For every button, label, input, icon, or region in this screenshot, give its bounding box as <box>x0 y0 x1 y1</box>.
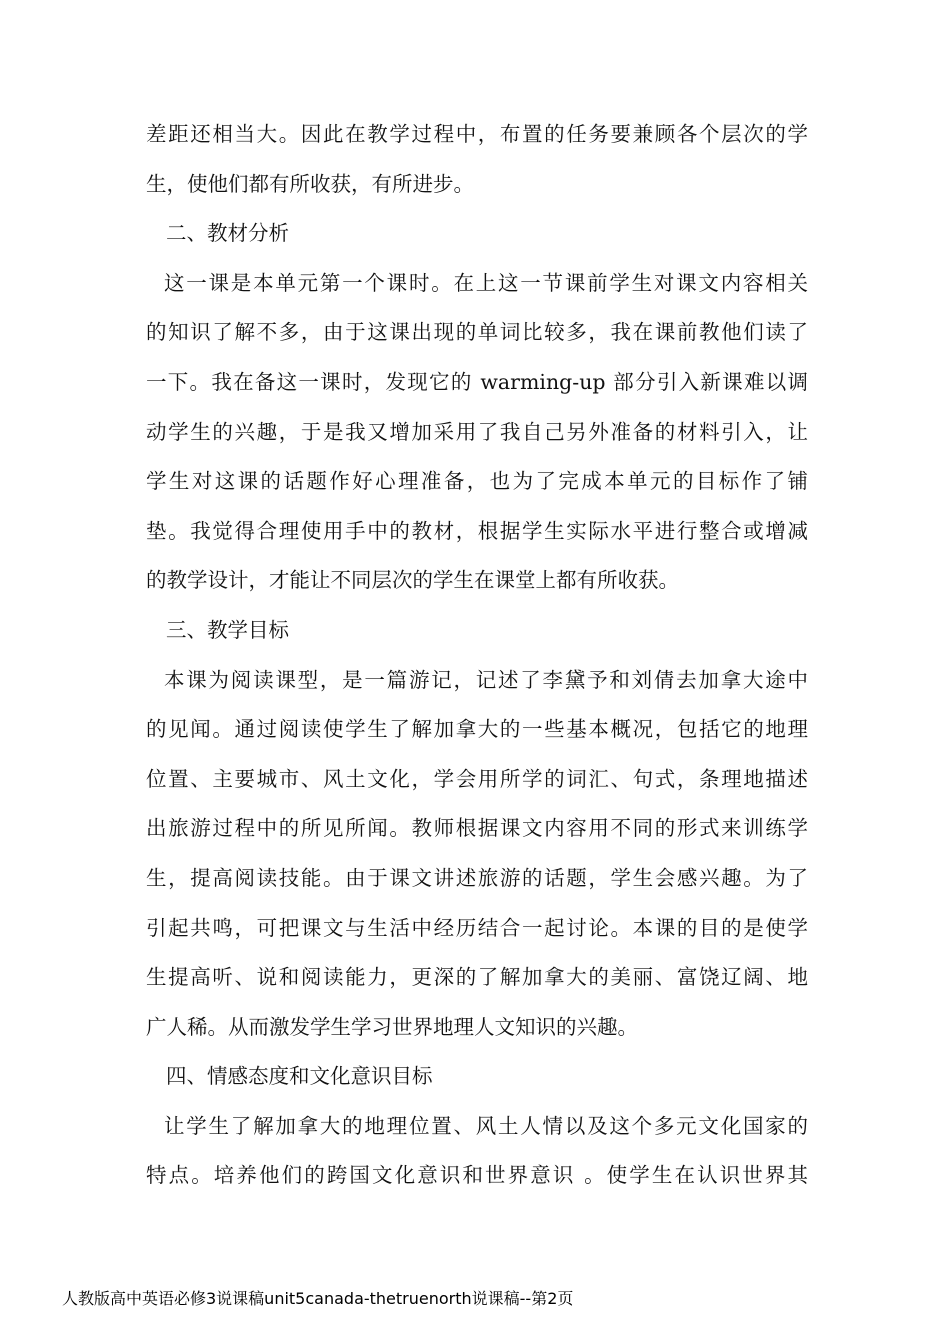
text-line: 的见闻。通过阅读使学生了解加拿大的一些基本概况，包括它的地理 <box>146 717 808 742</box>
text-line: 学生对这课的话题作好心理准备，也为了完成本单元的目标作了铺 <box>146 469 808 494</box>
text-line: 差距还相当大。因此在教学过程中，布置的任务要兼顾各个层次的学 <box>146 122 808 146</box>
text-line: 本课为阅读课型，是一篇游记，记述了李黛予和刘倩去加拿大途中 <box>164 667 808 692</box>
text-line: 特点。培养他们的跨国文化意识和世界意识 。使学生在认识世界其 <box>146 1163 808 1188</box>
text-line: 出旅游过程中的所见所闻。教师根据课文内容用不同的形式来训练学 <box>146 816 808 841</box>
text-line: 动学生的兴趣，于是我又增加采用了我自己另外准备的材料引入，让 <box>146 419 808 444</box>
section-heading: 四、情感态度和文化意识目标 <box>166 1064 433 1089</box>
text-line: 垫。我觉得合理使用手中的教材，根据学生实际水平进行整合或增减 <box>146 518 808 543</box>
text-line: 生，使他们都有所收获，有所进步。 <box>146 171 474 196</box>
text-line: 生，提高阅读技能。由于课文讲述旅游的话题，学生会感兴趣。为了 <box>146 865 808 890</box>
text-line: 位置、主要城市、风土文化，学会用所学的词汇、句式，条理地描述 <box>146 766 808 791</box>
text-line: 广人稀。从而激发学生学习世界地理人文知识的兴趣。 <box>146 1014 638 1039</box>
text-line: 一下。我在备这一课时，发现它的 warming-up 部分引入新课难以调 <box>146 369 808 394</box>
section-heading: 三、教学目标 <box>166 617 289 642</box>
text-line: 的知识了解不多，由于这课出现的单词比较多，我在课前教他们读了 <box>146 320 808 345</box>
section-heading: 二、教材分析 <box>166 221 289 246</box>
text-line: 让学生了解加拿大的地理位置、风土人情以及这个多元文化国家的 <box>164 1113 808 1138</box>
text-line: 这一课是本单元第一个课时。在上这一节课前学生对课文内容相关 <box>164 270 808 295</box>
text-line: 引起共鸣，可把课文与生活中经历结合一起讨论。本课的目的是使学 <box>146 915 808 940</box>
document-body <box>146 110 808 1201</box>
text-line: 生提高听、说和阅读能力，更深的了解加拿大的美丽、富饶辽阔、地 <box>146 965 808 990</box>
page-footer: 人教版高中英语必修3说课稿unit5canada-thetruenorth说课稿--第2页 <box>62 1289 574 1308</box>
text-line: 的教学设计，才能让不同层次的学生在课堂上都有所收获。 <box>146 568 679 593</box>
